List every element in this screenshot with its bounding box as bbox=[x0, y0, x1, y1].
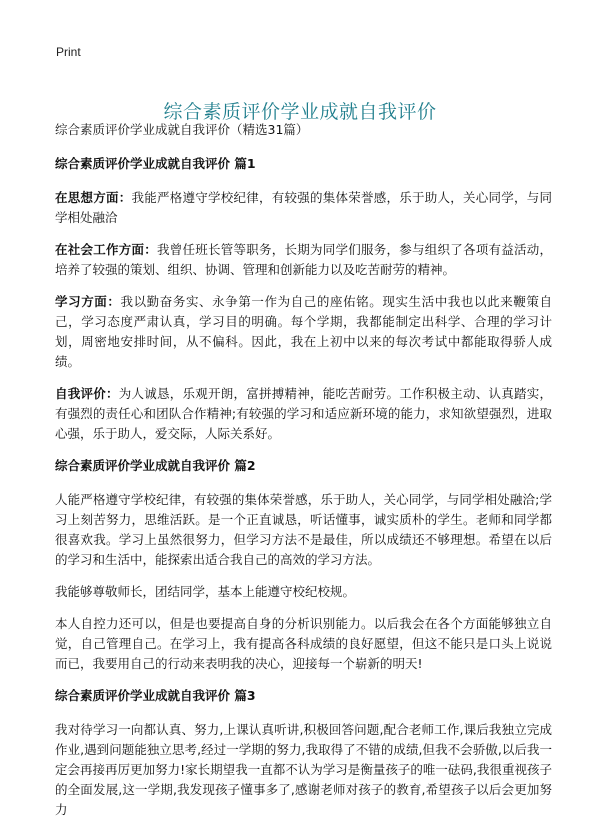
paragraph bbox=[55, 240, 552, 280]
paragraph-text: 我对待学习一向都认真、努力,上课认真听讲,积极回答问题,配合老师工作,课后我独立完成作业,遇到问题能独立思考,经过一学期的努力,我取得了不错的成绩,但我不会骄傲,以后我一定会再接再厉更加努力!家长期望我一直都不认为学习是衡量孩子的唯一砝码,我很重视孩子的全面发展,这一学期,我发现孩子懂事多了,感谢老师对孩子的教育,希望孩子以后会更加努力 bbox=[55, 722, 552, 817]
paragraph-text: 我以勤奋务实、永争第一作为自己的座佑铭。现实生活中我也以此来鞭策自己，学习态度严肃认真，学习目的明确。每个学期，我都能制定出科学、合理的学习计划，周密地安排时间，从不偏科。因此，我在上初中以来的每次考试中都能取得骄人成绩。 bbox=[55, 294, 552, 369]
paragraph-text: 我曾任班长管等职务，长期为同学们服务，参与组织了各项有益活动，培养了较强的策划、组织、协调、管理和创新能力以及吃苦耐劳的精神。 bbox=[55, 242, 552, 277]
section-heading: 综合素质评价学业成就自我评价 篇3 bbox=[55, 688, 256, 703]
paragraph-text: 为人诚恳，乐观开朗，富拼搏精神，能吃苦耐劳。工作积极主动、认真踏实，有强烈的责任心和团队合作精神;有较强的学习和适应新环境的能力，求知欲望强烈，进取心强，乐于助人，爱交际，人际关系好。 bbox=[55, 386, 552, 441]
print-link[interactable]: Print bbox=[56, 45, 81, 59]
paragraph bbox=[55, 614, 552, 674]
paragraph bbox=[55, 292, 552, 372]
paragraph-lead: 自我评价： bbox=[55, 386, 119, 401]
paragraph-text: 人能严格遵守学校纪律，有较强的集体荣誉感，乐于助人，关心同学，与同学相处融洽;学习上刻苦努力，思维活跃。是一个正直诚恳，听话懂事，诚实质朴的学生。老师和同学都很喜欢我。学习上虽然很努力，但学习方法不是最佳，所以成绩还不够理想。希望在以后的学习和生活中，能探索出适合我自己的高效的学习方法。 bbox=[55, 492, 552, 567]
paragraph-text: 我能够尊敬师长，团结同学，基本上能遵守校纪校规。 bbox=[55, 584, 356, 599]
paragraph bbox=[55, 384, 552, 444]
intro-line: 综合素质评价学业成就自我评价（精选31篇） bbox=[55, 122, 309, 137]
paragraph-text: 本人自控力还可以，但是也要提高自身的分析识别能力。以后我会在各个方面能够独立自觉，自己管理自己。在学习上，我有提高各科成绩的良好愿望，但这不能只是口头上说说而已，我要用自己的行动来表明我的决心，迎接每一个崭新的明天! bbox=[55, 616, 552, 671]
paragraph-lead: 学习方面： bbox=[55, 294, 121, 309]
paragraph bbox=[55, 720, 552, 820]
paragraph-lead: 在社会工作方面： bbox=[55, 242, 157, 257]
paragraph bbox=[55, 188, 552, 228]
paragraph-text: 我能严格遵守学校纪律，有较强的集体荣誉感，乐于助人，关心同学，与同学相处融洽 bbox=[55, 190, 552, 225]
paragraph bbox=[55, 582, 552, 602]
section-heading: 综合素质评价学业成就自我评价 篇1 bbox=[55, 156, 256, 171]
paragraph-lead: 在思想方面： bbox=[55, 190, 132, 205]
page-title: 综合素质评价学业成就自我评价 bbox=[163, 100, 437, 123]
section-heading: 综合素质评价学业成就自我评价 篇2 bbox=[55, 458, 256, 473]
paragraph bbox=[55, 490, 552, 570]
article-body bbox=[55, 120, 552, 832]
